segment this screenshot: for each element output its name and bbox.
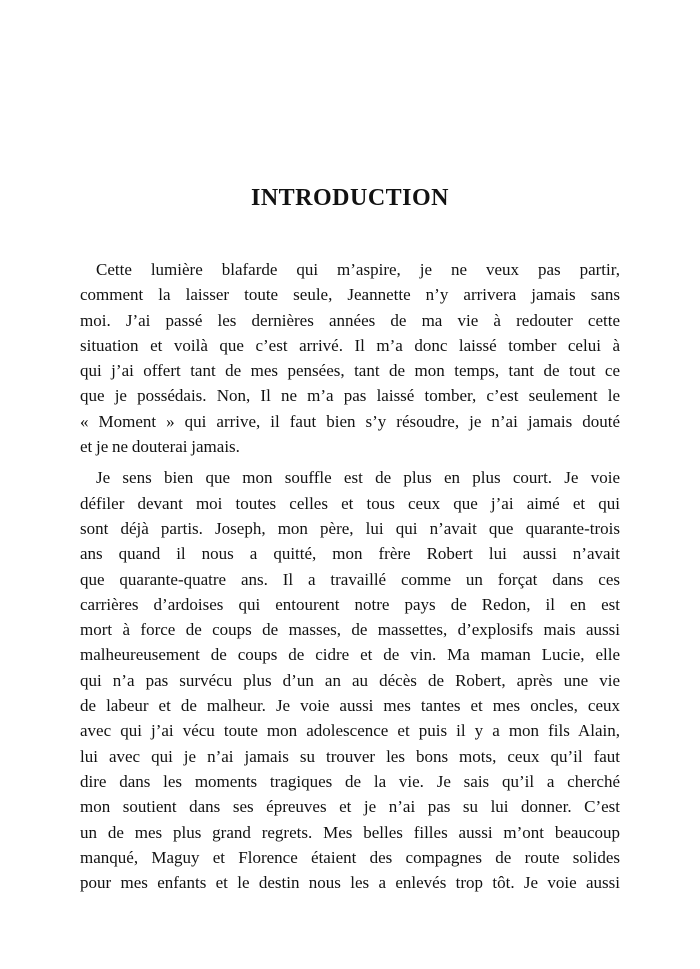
text-line: « Moment » qui arrive, il faut bien s’y résoudre, je n’ai jamais douté [80, 411, 620, 431]
text-line: qui j’ai offert tant de mes pensées, tant de mon temps, tant de tout ce [80, 361, 620, 381]
text-line: Je sens bien que mon souffle est de plus en plus court. Je voie [96, 468, 620, 488]
text-line: que quarante-quatre ans. Il a travaillé comme un forçat dans ces [80, 569, 620, 589]
paragraph-2 [80, 465, 620, 895]
text-line: moi. J’ai passé les dernières années de ma vie à redouter cette [80, 310, 620, 330]
text-line: et je ne douterai jamais. [80, 437, 240, 457]
body-text [80, 257, 620, 895]
text-line: que je possédais. Non, Il ne m’a pas laissé tomber, c’est seulement le [80, 386, 620, 406]
text-line: lui avec qui je n’ai jamais su trouver les bons mots, ceux qu’il faut [80, 746, 620, 766]
text-line: de labeur et de malheur. Je voie aussi mes tantes et mes oncles, ceux [80, 696, 620, 716]
paragraph-1 [80, 257, 620, 459]
text-line: un de mes plus grand regrets. Mes belles filles aussi m’ont beaucoup [80, 822, 620, 842]
text-line: mon soutient dans ses épreuves et je n’ai pas su lui donner. C’est [80, 797, 620, 817]
text-line: dire dans les moments tragiques de la vie. Je sais qu’il a cherché [80, 771, 620, 791]
text-line: manqué, Maguy et Florence étaient des compagnes de route solides [80, 847, 620, 867]
text-line: Cette lumière blafarde qui m’aspire, je ne veux pas partir, [96, 260, 620, 279]
text-line: mort à force de coups de masses, de massettes, d’explosifs mais aussi [80, 620, 620, 640]
text-line: comment la laisser toute seule, Jeannette n’y arrivera jamais sans [80, 285, 620, 305]
text-line: carrières d’ardoises qui entourent notre pays de Redon, il en est [80, 594, 620, 614]
text-line: ans quand il nous a quitté, mon frère Robert lui aussi n’avait [80, 544, 620, 564]
text-line: qui n’a pas survécu plus d’un an au décès de Robert, après une vie [80, 670, 620, 690]
text-line: défiler devant moi toutes celles et tous ceux que j’ai aimé et qui [80, 493, 620, 513]
chapter-title: INTRODUCTION [250, 185, 450, 211]
text-line: avec qui j’ai vécu toute mon adolescence et puis il y a mon fils Alain, [80, 721, 620, 741]
text-line: pour mes enfants et le destin nous les a enlevés trop tôt. Je voie aussi [80, 873, 620, 893]
text-line: malheureusement de coups de cidre et de vin. Ma maman Lucie, elle [80, 645, 620, 665]
text-line: sont déjà partis. Joseph, mon père, lui qui n’avait que quarante-trois [80, 518, 620, 538]
text-line: situation et voilà que c’est arrivé. Il m’a donc laissé tomber celui à [80, 335, 620, 355]
